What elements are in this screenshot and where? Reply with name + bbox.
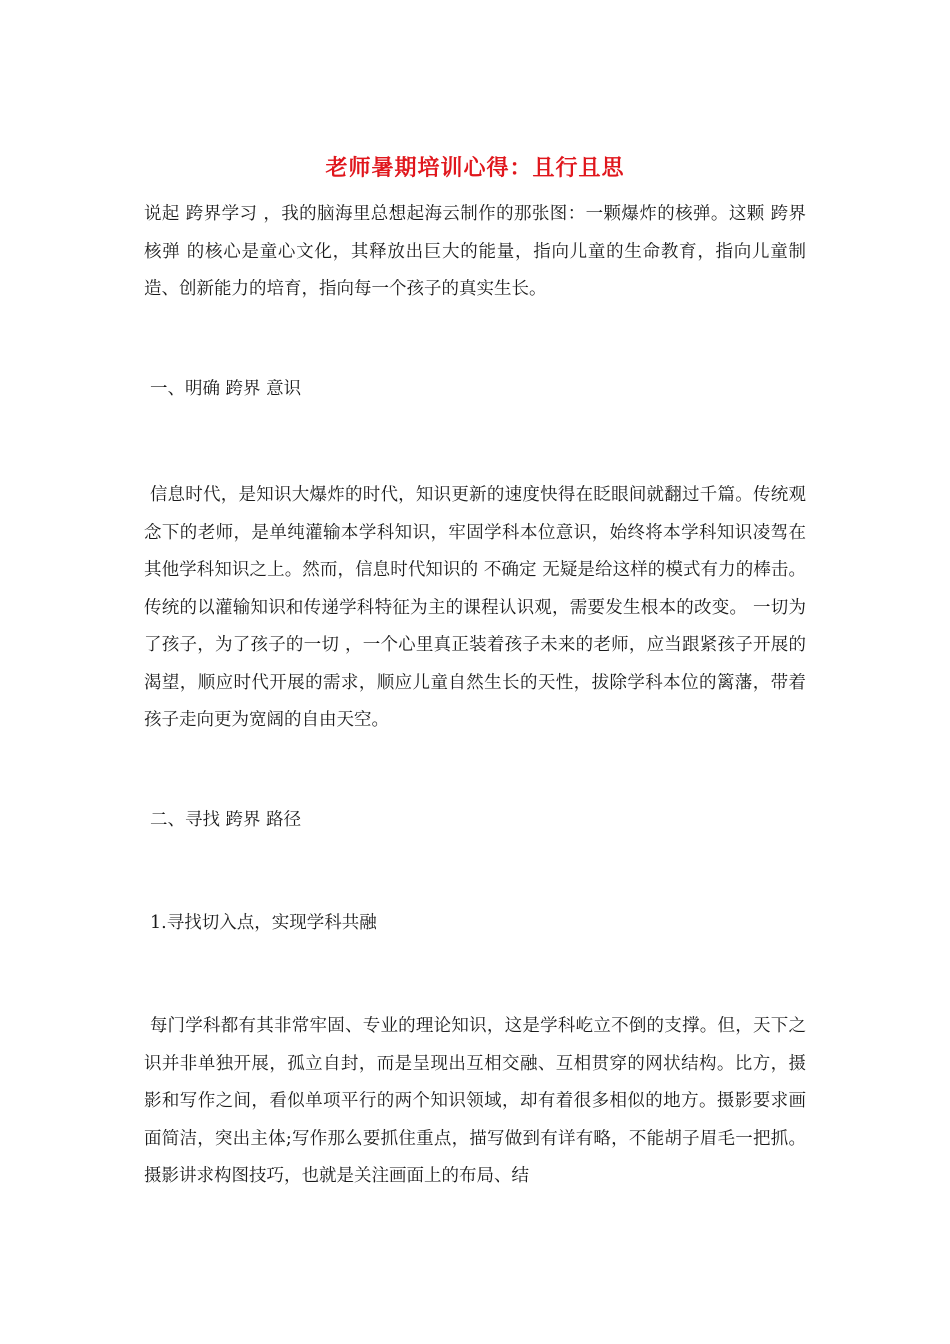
section-1-body: 信息时代，是知识大爆炸的时代，知识更新的速度快得在眨眼间就翻过千篇。传统观念下的老师，是单纯灌输本学科知识，牢固学科本位意识，始终将本学科知识凌驾在其他学科知识之上。然而，信息时代知识的 不确定 无疑是给这样的模式有力的棒击。传统的以灌输知识和传递学科特征为主的课程认识观，需要发生根本的改变。 一切为了孩子，为了孩子的一切 ，一个心里真正装着孩子未来的老师，应当跟紧孩子开展的渴望，顺应时代开展的需求，顺应儿童自然生长的天性，拔除学科本位的篱藩，带着孩子走向更为宽阔的自由天空。	[144, 485, 806, 730]
subsection-1-body: 每门学科都有其非常牢固、专业的理论知识，这是学科屹立不倒的支撑。但，天下之识并非单独开展，孤立自封，而是呈现出互相交融、互相贯穿的网状结构。比方，摄影和写作之间，看似单项平行的两个知识领域，却有着很多相似的地方。摄影要求画面简洁，突出主体;写作那么要抓住重点，描写做到有详有略，不能胡子眉毛一把抓。摄影讲求构图技巧，也就是关注画面上的布局、结	[144, 1016, 806, 1186]
section-2-heading: 二、寻找 跨界 路径	[150, 810, 302, 830]
document-title: 老师暑期培训心得：且行且思	[325, 155, 625, 181]
intro-paragraph: 说起 跨界学习 ，我的脑海里总想起海云制作的那张图：一颗爆炸的核弹。这颗 跨界核弹 的核心是童心文化，其释放出巨大的能量，指向儿童的生命教育，指向儿童制造、创新能力的培育，指向每一个孩子的真实生长。	[144, 204, 806, 299]
section-1-heading: 一、明确 跨界 意识	[150, 379, 302, 399]
subsection-1-heading: 1.寻找切入点，实现学科共融	[150, 913, 377, 933]
